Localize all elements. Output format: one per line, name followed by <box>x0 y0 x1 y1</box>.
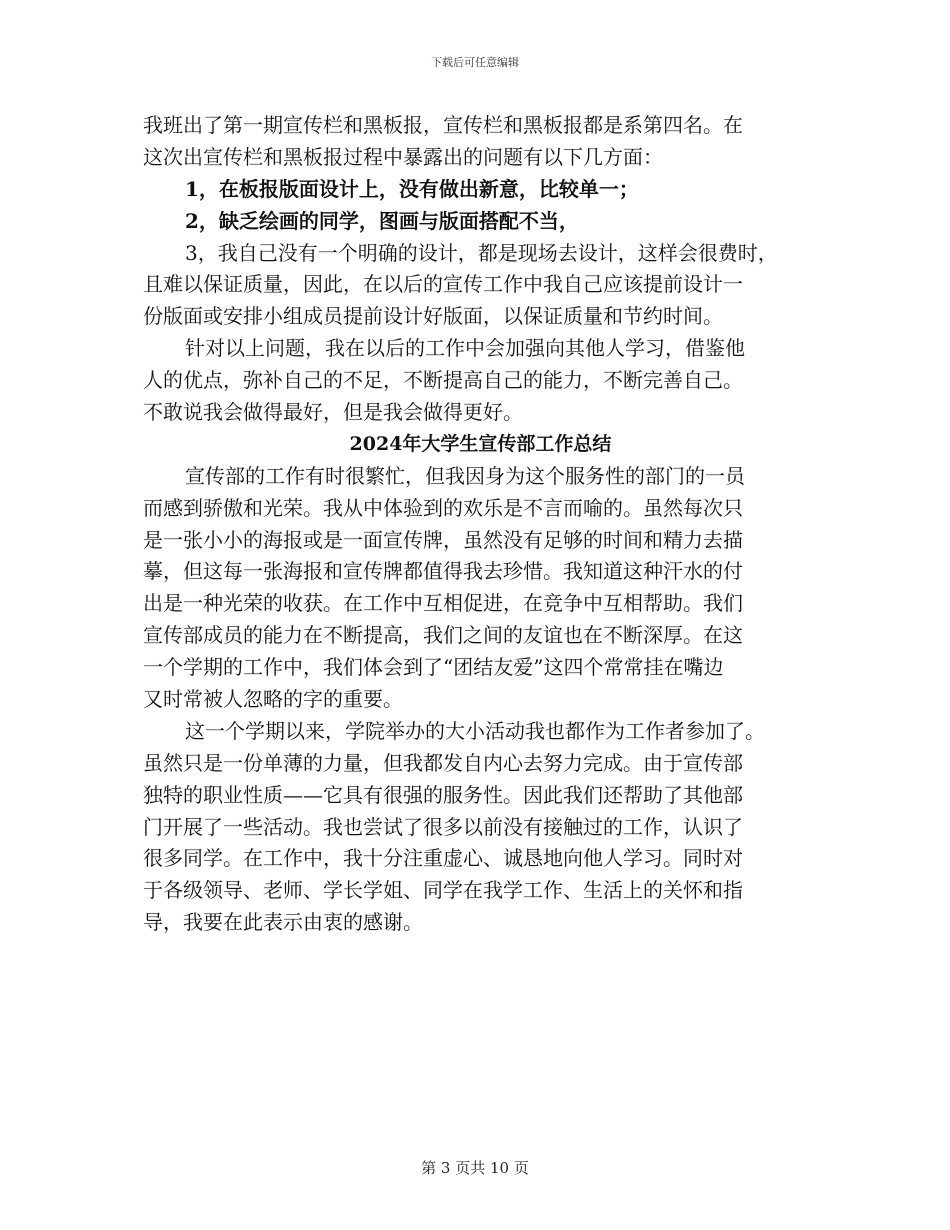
text-line: 不敢说我会做得最好，但是我会做得更好。 <box>143 400 523 425</box>
page-footer: 第 3 页共 10 页 <box>421 1159 529 1177</box>
text-line: 虽然只是一份单薄的力量，但我都发自内心去努力完成。由于宣传部 <box>143 750 743 775</box>
text-line: 宣传部成员的能力在不断提高，我们之间的友谊也在不断深厚。在这 <box>143 623 743 648</box>
text-line: 于各级领导、老师、学长学姐、同学在我学工作、生活上的关怀和指 <box>143 878 743 903</box>
text-line: 门开展了一些活动。我也尝试了很多以前没有接触过的工作，认识了 <box>143 814 743 839</box>
text-line: 出是一种光荣的收获。在工作中互相促进，在竞争中互相帮助。我们 <box>143 591 743 616</box>
text-line: 宣传部的工作有时很繁忙，但我因身为这个服务性的部门的一员 <box>185 463 745 488</box>
text-line: 又时常被人忽略的字的重要。 <box>143 687 403 712</box>
text-line: 一个学期的工作中，我们体会到了“团结友爱”这四个常常挂在嘴边 <box>143 655 724 680</box>
problem-item-2: 2，缺乏绘画的同学，图画与版面搭配不当， <box>185 208 579 233</box>
problem-item-3: 3，我自己没有一个明确的设计，都是现场去设计，这样会很费时， <box>185 240 778 265</box>
problem-item-1: 1，在板报版面设计上，没有做出新意，比较单一； <box>185 176 639 201</box>
text-line: 而感到骄傲和光荣。我从中体验到的欢乐是不言而喻的。虽然每次只 <box>143 495 743 520</box>
text-line: 摹，但这每一张海报和宣传牌都值得我去珍惜。我知道这种汗水的付 <box>143 559 743 584</box>
text-line: 且难以保证质量，因此，在以后的宣传工作中我自己应该提前设计一 <box>143 272 743 297</box>
section-title: 2024年大学生宣传部工作总结 <box>349 432 612 455</box>
text-line: 是一张小小的海报或是一面宣传牌，虽然没有足够的时间和精力去描 <box>143 527 743 552</box>
page-header: 下载后可任意编辑 <box>431 56 519 69</box>
text-line: 很多同学。在工作中，我十分注重虚心、诚恳地向他人学习。同时对 <box>143 846 743 871</box>
text-line: 独特的职业性质——它具有很强的服务性。因此我们还帮助了其他部 <box>143 782 743 807</box>
document-body <box>143 110 818 939</box>
text-line: 份版面或安排小组成员提前设计好版面，以保证质量和节约时间。 <box>143 304 723 329</box>
text-line: 导，我要在此表示由衷的感谢。 <box>143 910 423 935</box>
text-line: 我班出了第一期宣传栏和黑板报，宣传栏和黑板报都是系第四名。在 <box>143 113 743 137</box>
text-line: 这次出宣传栏和黑板报过程中暴露出的问题有以下几方面： <box>143 144 663 169</box>
text-line: 这一个学期以来，学院举办的大小活动我也都作为工作者参加了。 <box>185 718 765 743</box>
text-line: 针对以上问题，我在以后的工作中会加强向其他人学习，借鉴他 <box>185 336 745 361</box>
text-line: 人的优点，弥补自己的不足，不断提高自己的能力，不断完善自己。 <box>143 368 743 393</box>
